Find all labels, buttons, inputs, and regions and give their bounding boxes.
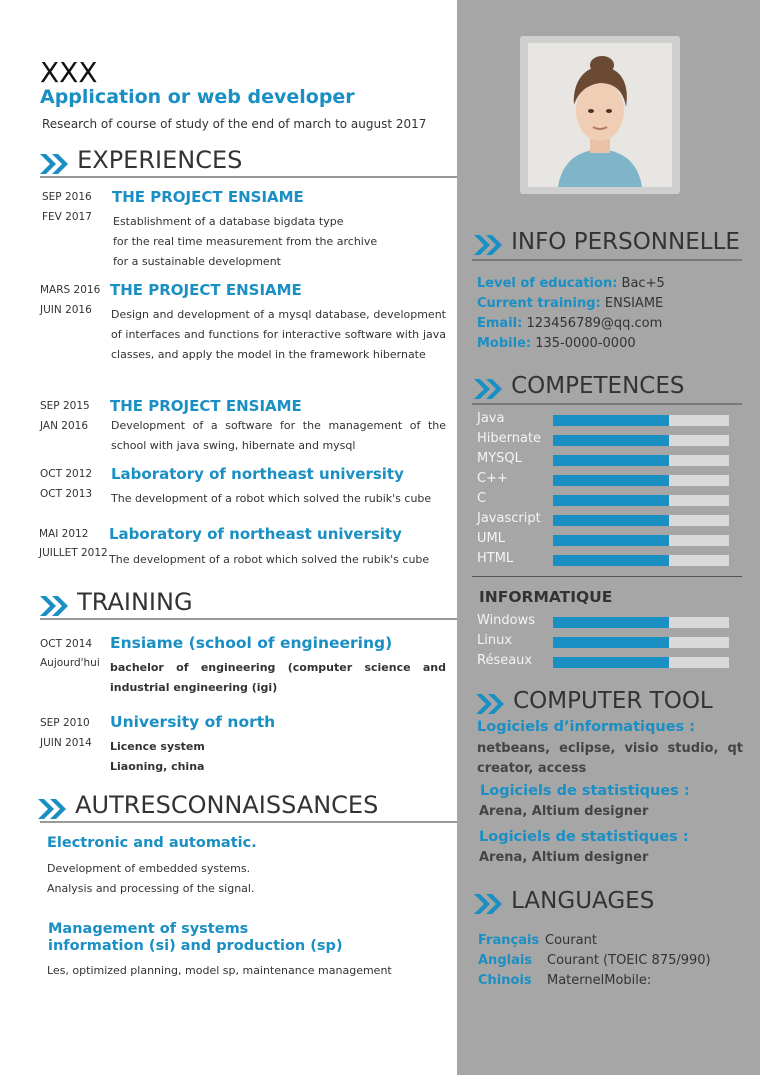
language-level: Courant — [545, 933, 597, 948]
skill-bar-fill — [553, 637, 669, 648]
skill-name: Linux — [477, 633, 513, 648]
experience-end: JUILLET 2012 — [39, 547, 108, 559]
experience-end: OCT 2013 — [40, 488, 93, 500]
experience-item-1 — [42, 188, 452, 273]
skill-bar — [553, 657, 729, 668]
info-divider — [472, 259, 742, 261]
training-end: JUIN 2014 — [40, 737, 92, 749]
info-title: INFO PERSONNELLE — [511, 229, 740, 255]
experience-item-3 — [40, 397, 450, 457]
skill-bar-fill — [553, 435, 669, 446]
experience-end: JUIN 2016 — [40, 304, 92, 316]
skill-name: Java — [477, 411, 505, 426]
other-title: AUTRESCONNAISSANCES — [75, 791, 379, 819]
skill-bar-fill — [553, 535, 669, 546]
tool-group-heading: Logiciels de statistiques : — [479, 829, 689, 845]
skill-bar — [553, 435, 729, 446]
experience-end: FEV 2017 — [42, 211, 92, 223]
portrait-image — [528, 43, 672, 187]
other-divider — [40, 821, 457, 823]
info-label: Mobile: — [477, 336, 532, 351]
experience-title: THE PROJECT ENSIAME — [110, 397, 302, 415]
experience-title: Laboratory of northeast university — [109, 525, 402, 543]
info-value: 135-0000-0000 — [531, 336, 636, 351]
candidate-name: XXX — [40, 56, 98, 89]
experience-desc: Development of a software for the management of the school with java swing, hibernate and mysql — [111, 419, 446, 452]
skill-name: MYSQL — [477, 451, 522, 466]
experiences-divider — [40, 176, 457, 178]
info-heading — [472, 229, 740, 257]
info-label: Email: — [477, 316, 523, 331]
training-title: University of north — [110, 713, 276, 731]
info-row-training — [477, 294, 663, 314]
skill-bar — [553, 415, 729, 426]
skill-bar — [553, 455, 729, 466]
training-desc-line: Liaoning, china — [110, 760, 205, 773]
experience-title: THE PROJECT ENSIAME — [112, 188, 304, 206]
training-heading — [38, 588, 193, 618]
experience-desc-line: for the real time measurement from the archive — [113, 235, 378, 248]
skill-bar-fill — [553, 415, 669, 426]
tool-group-line: Arena, Altium designer — [479, 850, 649, 865]
languages-title: LANGUAGES — [511, 888, 655, 914]
language-level: MaternelMobile: — [547, 973, 652, 988]
other-item-line: Analysis and processing of the signal. — [47, 882, 255, 895]
other-item-line: Les, optimized planning, model sp, maintenance management — [47, 964, 392, 977]
language-name: Anglais — [478, 953, 533, 968]
skill-name: HTML — [477, 551, 514, 566]
training-item-1 — [40, 634, 450, 700]
tool-group-line: creator, access — [477, 761, 587, 776]
training-start: OCT 2014 — [40, 638, 93, 650]
training-item-2 — [40, 713, 450, 779]
languages-heading — [472, 888, 654, 916]
training-title: TRAINING — [77, 588, 193, 616]
training-title: Ensiame (school of engineering) — [110, 634, 393, 652]
skill-name: Hibernate — [477, 431, 542, 446]
info-row-mobile — [477, 334, 636, 354]
competences-heading — [472, 373, 684, 401]
language-row — [478, 933, 597, 948]
other-item-title: Electronic and automatic. — [47, 835, 257, 851]
skill-bar-fill — [553, 455, 669, 466]
other-item-title: Management of systems — [48, 921, 249, 937]
tool-group-line: Arena, Altium designer — [479, 804, 649, 819]
skill-name: C++ — [477, 471, 508, 486]
informatique-divider — [472, 576, 742, 577]
other-heading — [36, 791, 378, 821]
training-desc: bachelor of engineering (computer science and industrial engineering (igi) — [110, 661, 446, 694]
skill-bar-fill — [553, 657, 669, 668]
info-row-education — [477, 274, 665, 294]
chevron-icon — [36, 797, 70, 821]
training-desc-line: Licence system — [110, 740, 205, 753]
experience-end: JAN 2016 — [40, 420, 89, 432]
skill-bar — [553, 515, 729, 526]
training-end: Aujourd'hui — [40, 657, 100, 669]
skill-bar — [553, 617, 729, 628]
tool-group-line: netbeans, eclipse, visio studio, qt — [477, 741, 743, 756]
skill-bar-fill — [553, 475, 669, 486]
header-subtitle: Research of course of study of the end of march to august 2017 — [42, 117, 427, 131]
experience-desc: Design and development of a mysql database, development of interfaces and functions for interactive software with java classes, and apply the model in the framework hibernate — [111, 308, 446, 361]
experience-title: THE PROJECT ENSIAME — [110, 281, 302, 299]
language-name: Chinois — [478, 973, 532, 988]
experience-start: SEP 2015 — [40, 400, 90, 412]
skill-bar — [553, 637, 729, 648]
skill-name: UML — [477, 531, 505, 546]
skill-bar-fill — [553, 515, 669, 526]
informatique-title: INFORMATIQUE — [479, 588, 613, 606]
training-divider — [40, 618, 457, 620]
experience-desc-line: for a sustainable development — [113, 255, 281, 268]
chevron-icon — [472, 233, 506, 257]
skill-bar — [553, 555, 729, 566]
skill-name: Windows — [477, 613, 536, 628]
chevron-icon — [38, 594, 72, 618]
experience-desc: The development of a robot which solved the rubik's cube — [111, 492, 432, 505]
skill-bar — [553, 535, 729, 546]
skill-name: Réseaux — [477, 653, 533, 668]
experience-item-2 — [40, 281, 450, 371]
chevron-icon — [38, 152, 72, 176]
chevron-icon — [472, 377, 506, 401]
info-value: ENSIAME — [600, 296, 664, 311]
chevron-icon — [472, 892, 506, 916]
training-start: SEP 2010 — [40, 717, 90, 729]
info-row-email — [477, 314, 662, 334]
experiences-heading — [38, 146, 242, 176]
experience-desc: The development of a robot which solved the rubik's cube — [109, 553, 430, 566]
skill-bar-fill — [553, 495, 669, 506]
experience-title: Laboratory of northeast university — [111, 465, 404, 483]
chevron-icon — [474, 692, 508, 716]
experience-item-4 — [40, 465, 450, 510]
skill-name: Javascript — [477, 511, 541, 526]
skill-bar — [553, 475, 729, 486]
tool-group-heading: Logiciels d’informatiques : — [477, 719, 696, 735]
competences-title: COMPETENCES — [511, 373, 685, 399]
experience-start: SEP 2016 — [42, 191, 92, 203]
skill-bar-fill — [553, 617, 669, 628]
info-value: Bac+5 — [617, 276, 665, 291]
experience-start: OCT 2012 — [40, 468, 93, 480]
skill-bar — [553, 495, 729, 506]
profile-photo — [520, 36, 680, 194]
experience-item-5 — [39, 525, 449, 570]
language-level: Courant (TOEIC 875/990) — [547, 953, 711, 968]
other-item-line: Development of embedded systems. — [47, 862, 251, 875]
info-label: Level of education: — [477, 276, 618, 291]
skill-bar-fill — [553, 555, 669, 566]
language-row — [478, 973, 651, 988]
candidate-role: Application or web developer — [40, 86, 355, 108]
experience-start: MARS 2016 — [40, 284, 101, 296]
language-name: Français — [478, 933, 540, 948]
skill-name: C — [477, 491, 487, 506]
tool-group-heading: Logiciels de statistiques : — [480, 783, 690, 799]
experience-start: MAI 2012 — [39, 528, 89, 540]
info-value: 123456789@qq.com — [522, 316, 663, 331]
other-item-title: information (si) and production (sp) — [48, 938, 343, 954]
computer-tool-title: COMPUTER TOOL — [513, 688, 713, 714]
info-label: Current training: — [477, 296, 601, 311]
language-row — [478, 953, 711, 968]
experiences-title: EXPERIENCES — [77, 146, 243, 174]
experience-desc-line: Establishment of a database bigdata type — [113, 215, 344, 228]
competences-divider — [472, 403, 742, 405]
computer-tool-heading — [474, 688, 713, 716]
